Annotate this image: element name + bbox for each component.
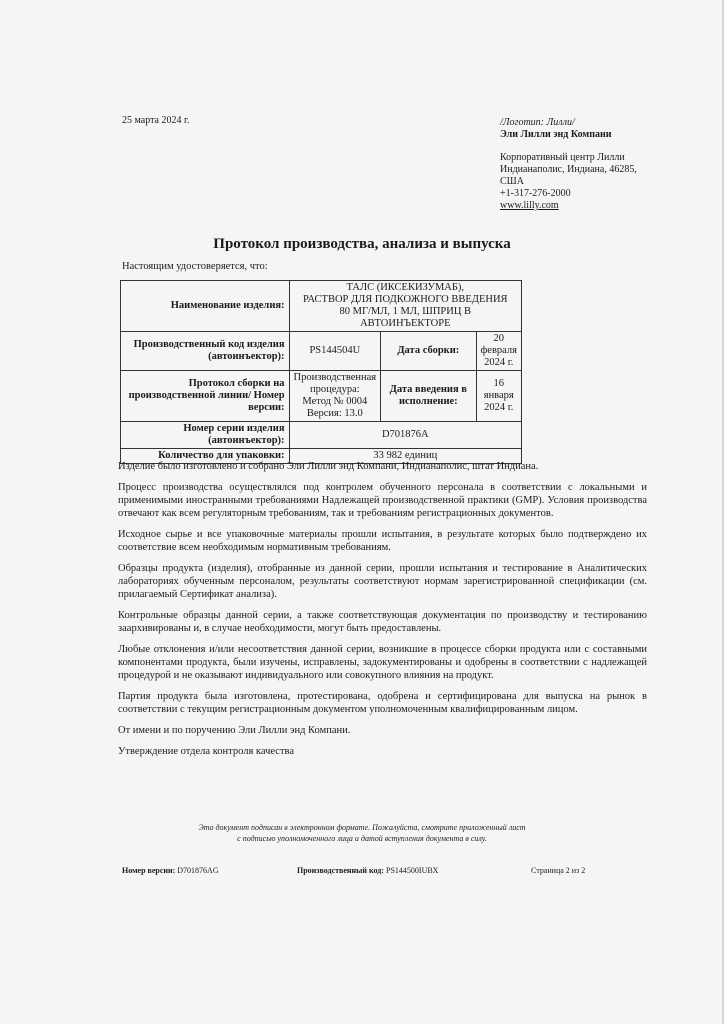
protocol-line: Версия: 13.0 <box>306 408 363 419</box>
batch-label: Номер серии изделия (автоинъектор): <box>121 422 290 449</box>
notice-line: Это документ подписан в электронном формате. Пожалуйста, смотрите приложенный лист <box>198 823 526 832</box>
address-line: США <box>500 176 524 187</box>
protocol-value <box>289 371 381 422</box>
version-value: D701876AG <box>177 866 219 875</box>
table-row <box>121 422 522 449</box>
effective-date-label: Дата введения в исполнение: <box>381 371 476 422</box>
footer-version <box>122 866 219 875</box>
page-number: Страница 2 из 2 <box>531 866 586 875</box>
protocol-line: процедура: <box>309 384 360 395</box>
code-value: PS144500IUBX <box>386 866 439 875</box>
code-label: Производственный код: <box>297 866 384 875</box>
address-line: Корпоративный центр Лилли <box>500 152 625 163</box>
body-text <box>118 460 647 766</box>
product-name-line: РАСТВОР ДЛЯ ПОДКОЖНОГО ВВЕДЕНИЯ <box>302 294 508 305</box>
paragraph: Любые отклонения и/или несоответствия данной серии, возникшие в процессе сборки продукта или с составными компонентами продукта, были изучены, исправлены, задокументированы и одобрены в соответствии с надлежащей процедурой и не оказывают индивидуального или совокупного влияния на продукт. <box>118 644 647 681</box>
document-title: Протокол производства, анализа и выпуска <box>213 236 511 252</box>
assembly-date-label: Дата сборки: <box>381 332 476 371</box>
table-row <box>121 371 522 422</box>
notice-line: с подписью уполномоченного лица и датой вступления документа в силу. <box>237 834 487 843</box>
effective-date-value: 16 января 2024 г. <box>476 371 522 422</box>
document-date: 25 марта 2024 г. <box>122 115 190 126</box>
table-row <box>121 332 522 371</box>
product-name-value <box>289 281 521 332</box>
phone: +1-317-276-2000 <box>500 188 571 199</box>
protocol-label: Протокол сборки на производственной линии/ Номер версии: <box>121 371 290 422</box>
intro-text: Настоящим удостоверяется, что: <box>122 261 268 272</box>
website-link[interactable]: www.lilly.com <box>500 200 559 211</box>
protocol-line: Метод № 0004 <box>302 396 368 407</box>
product-name-line: 80 МГ/МЛ, 1 МЛ, ШПРИЦ В АВТОИНЪЕКТОРЕ <box>339 306 472 329</box>
quantity-label: Количество для упаковки: <box>121 449 290 464</box>
company-address <box>500 152 637 212</box>
paragraph: Контрольные образцы данной серии, а также соответствующая документация по производству и тестированию заархивированы и, в случае необходимости, могут быть предоставлены. <box>118 610 647 634</box>
version-label: Номер версии: <box>122 866 176 875</box>
footer-code <box>297 866 438 875</box>
company-block <box>500 117 612 141</box>
paragraph: Образцы продукта (изделия), отобранные из данной серии, прошли испытания и тестирование в Аналитических лабораториях обученным персоналом, результаты соответствуют нормам зарегистрированной спецификации (см. прилагаемый Сертификат анализа). <box>118 563 647 600</box>
assembly-date-value: 20 февраля 2024 г. <box>476 332 522 371</box>
quantity-value: 33 982 единиц <box>289 449 521 464</box>
batch-value: D701876A <box>289 422 521 449</box>
paragraph: Партия продукта была изготовлена, протестирована, одобрена и сертифицирована для выпуска на рынок в соответствии с текущим регистрационным документом уполномоченным квалифицированным лицом. <box>118 691 647 715</box>
paragraph: Утверждение отдела контроля качества <box>118 746 295 757</box>
product-name-line: ТАЛС (ИКСЕКИЗУМАБ), <box>346 282 465 293</box>
prod-code-value: PS144504U <box>289 332 381 371</box>
table-row <box>121 281 522 332</box>
company-name: Эли Лилли энд Компани <box>500 129 612 140</box>
paragraph: Исходное сырье и все упаковочные материалы прошли испытания, в результате которых было подтверждено их соответствие всем необходимым нормативным требованиям. <box>118 529 647 553</box>
paragraph: Процесс производства осуществлялся под контролем обученного персонала в соответствии с локальными и применимыми иностранными требованиями Надлежащей производственной практики (GMP). Условия производства отвечают как всем регуляторным требованиям, так и требованиям регистрационных документов. <box>118 482 647 519</box>
paragraph: От имени и по поручению Эли Лилли энд Компани. <box>118 725 351 736</box>
product-table <box>120 280 522 464</box>
protocol-line: Производственная <box>293 372 377 383</box>
prod-code-label: Производственный код изделия (автоинъектор): <box>121 332 290 371</box>
e-signature-notice <box>0 822 724 844</box>
product-name-label: Наименование изделия: <box>121 281 290 332</box>
logo-note: /Логотип: Лилли/ <box>500 117 575 128</box>
address-line: Индианаполис, Индиана, 46285, <box>500 164 637 175</box>
paragraph: Изделие было изготовлено и собрано Эли Лилли энд Компани, Индианаполис, штат Индиана. <box>118 461 539 472</box>
